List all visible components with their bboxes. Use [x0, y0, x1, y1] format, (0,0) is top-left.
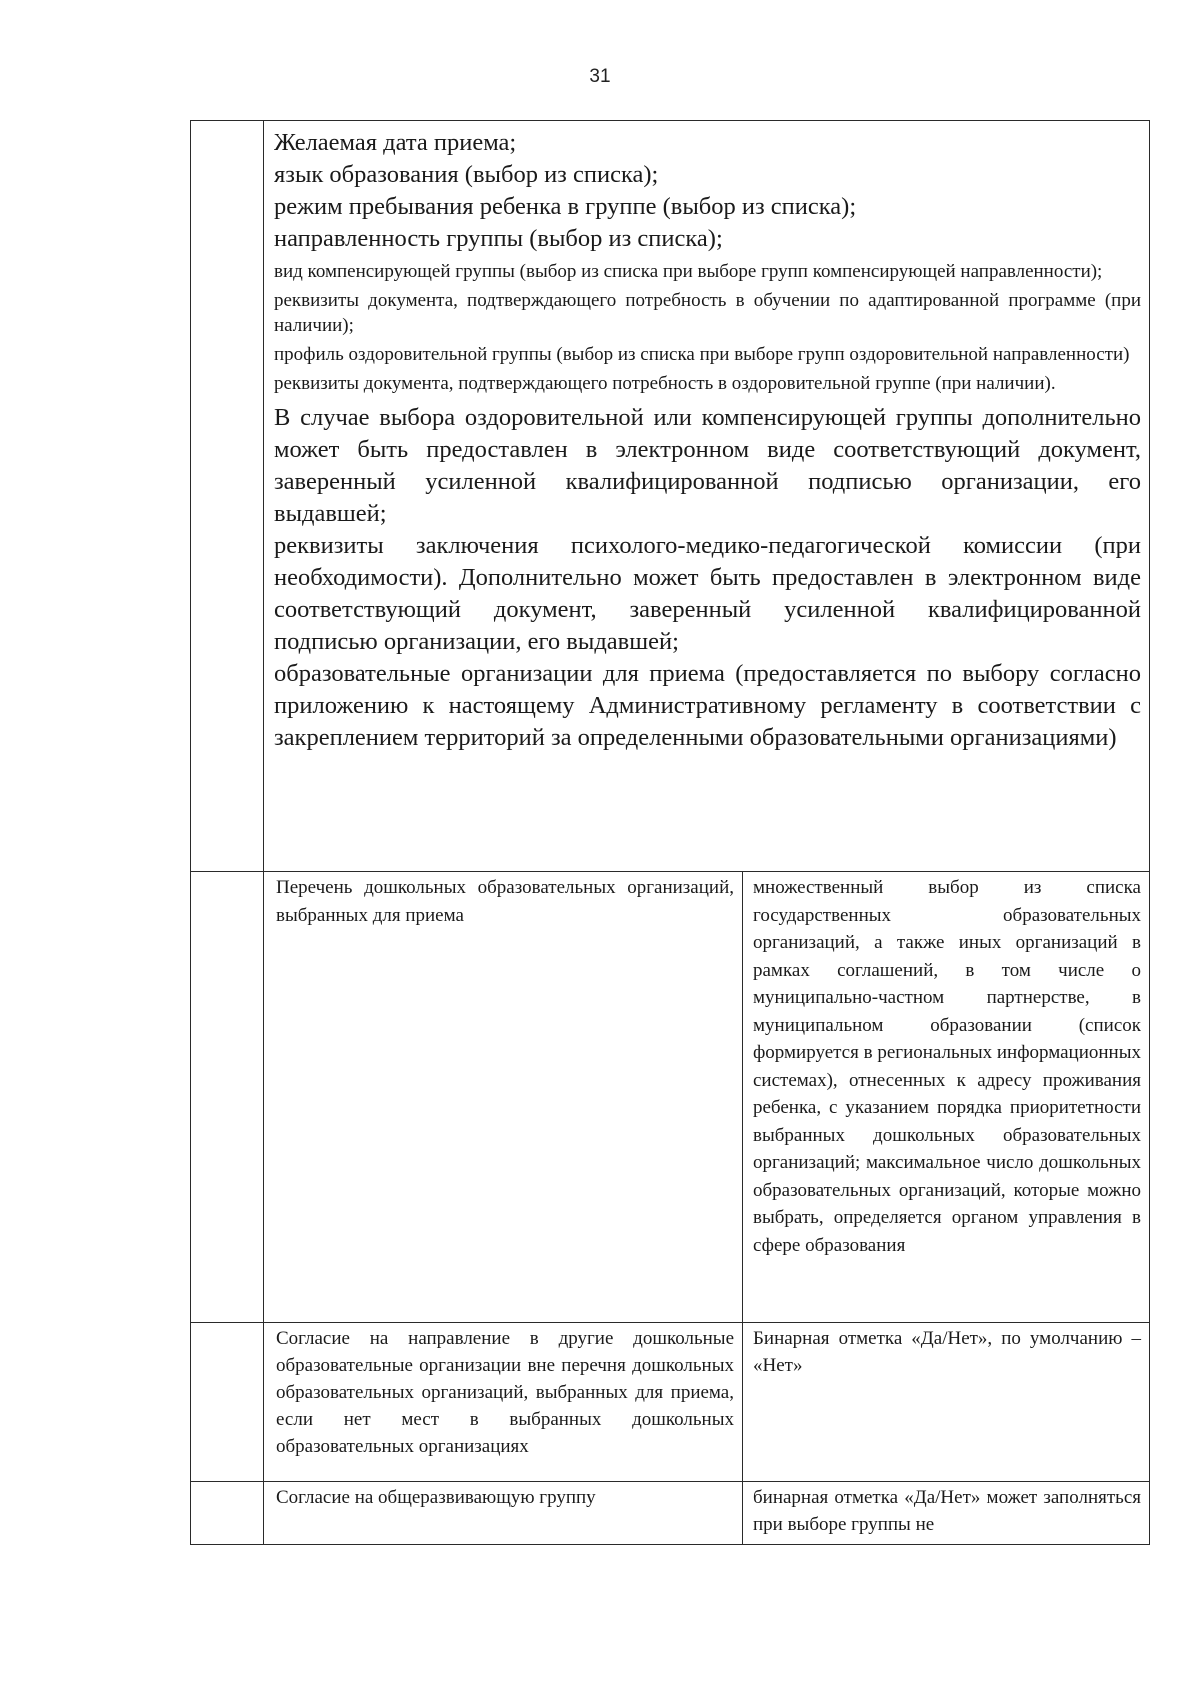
list-item: реквизиты документа, подтверждающего потребность в обучении по адаптированной программе (при наличии);	[274, 290, 1141, 336]
paragraph: образовательные организации для приема (предоставляется по выбору согласно приложению к настоящему Административному регламенту в соответствии с закреплением территорий за определенными образовательными организациями)	[274, 660, 1141, 751]
list-item: направленность группы (выбор из списка);	[274, 225, 723, 252]
table-row	[191, 871, 1149, 1322]
list-item: язык образования (выбор из списка);	[274, 161, 659, 188]
field-description-cell: бинарная отметка «Да/Нет» может заполняться при выборе группы не	[753, 1487, 1141, 1535]
requirements-table	[190, 120, 1150, 1545]
number-column-cell	[191, 1482, 264, 1544]
page-number: 31	[589, 66, 611, 87]
paragraph: В случае выбора оздоровительной или компенсирующей группы дополнительно может быть предоставлен в электронном виде соответствующий документ, заверенный усиленной квалифицированной подписью организации, его выдавшей;	[274, 404, 1141, 527]
field-description-cell: множественный выбор из списка государственных образовательных организаций, а также иных организаций в рамках соглашений, в том числе о муниципально-частном партнерстве, в муниципальном образовании (список формируется в региональных информационных системах), отнесенных к адресу проживания ребенка, с указанием порядка приоритетности выбранных дошкольных образовательных организаций; максимальное число дошкольных образовательных организаций, которые можно выбрать, определяется органом управления в сфере образования	[753, 877, 1141, 1256]
field-name-cell: Согласие на общеразвивающую группу	[264, 1482, 743, 1544]
field-name-cell: Перечень дошкольных образовательных организаций, выбранных для приема	[264, 872, 743, 1322]
number-column-cell	[191, 1323, 264, 1481]
merged-content-cell	[264, 121, 1149, 871]
number-column-cell	[191, 872, 264, 1322]
table-row-top	[191, 121, 1149, 871]
table-row	[191, 1481, 1149, 1544]
list-item: режим пребывания ребенка в группе (выбор из списка);	[274, 193, 857, 220]
field-description-cell: Бинарная отметка «Да/Нет», по умолчанию – «Нет»	[753, 1328, 1141, 1376]
field-name-cell: Согласие на направление в другие дошкольные образовательные организации вне перечня дошкольных образовательных организаций, выбранных для приема, если нет мест в выбранных дошкольных образовательных организациях	[264, 1323, 743, 1481]
number-column-cell	[191, 121, 264, 871]
list-item: реквизиты документа, подтверждающего потребность в оздоровительной группе (при наличии).	[274, 373, 1056, 394]
list-item: Желаемая дата приема;	[274, 129, 517, 156]
list-item: вид компенсирующей группы (выбор из списка при выборе групп компенсирующей направленности);	[274, 261, 1103, 282]
paragraph: реквизиты заключения психолого-медико-педагогической комиссии (при необходимости). Дополнительно может быть предоставлен в электронном виде соответствующий документ, заверенный усиленной квалифицированной подписью организации, его выдавшей;	[274, 532, 1141, 655]
list-item: профиль оздоровительной группы (выбор из списка при выборе групп оздоровительной направленности)	[274, 344, 1130, 365]
table-row	[191, 1322, 1149, 1481]
